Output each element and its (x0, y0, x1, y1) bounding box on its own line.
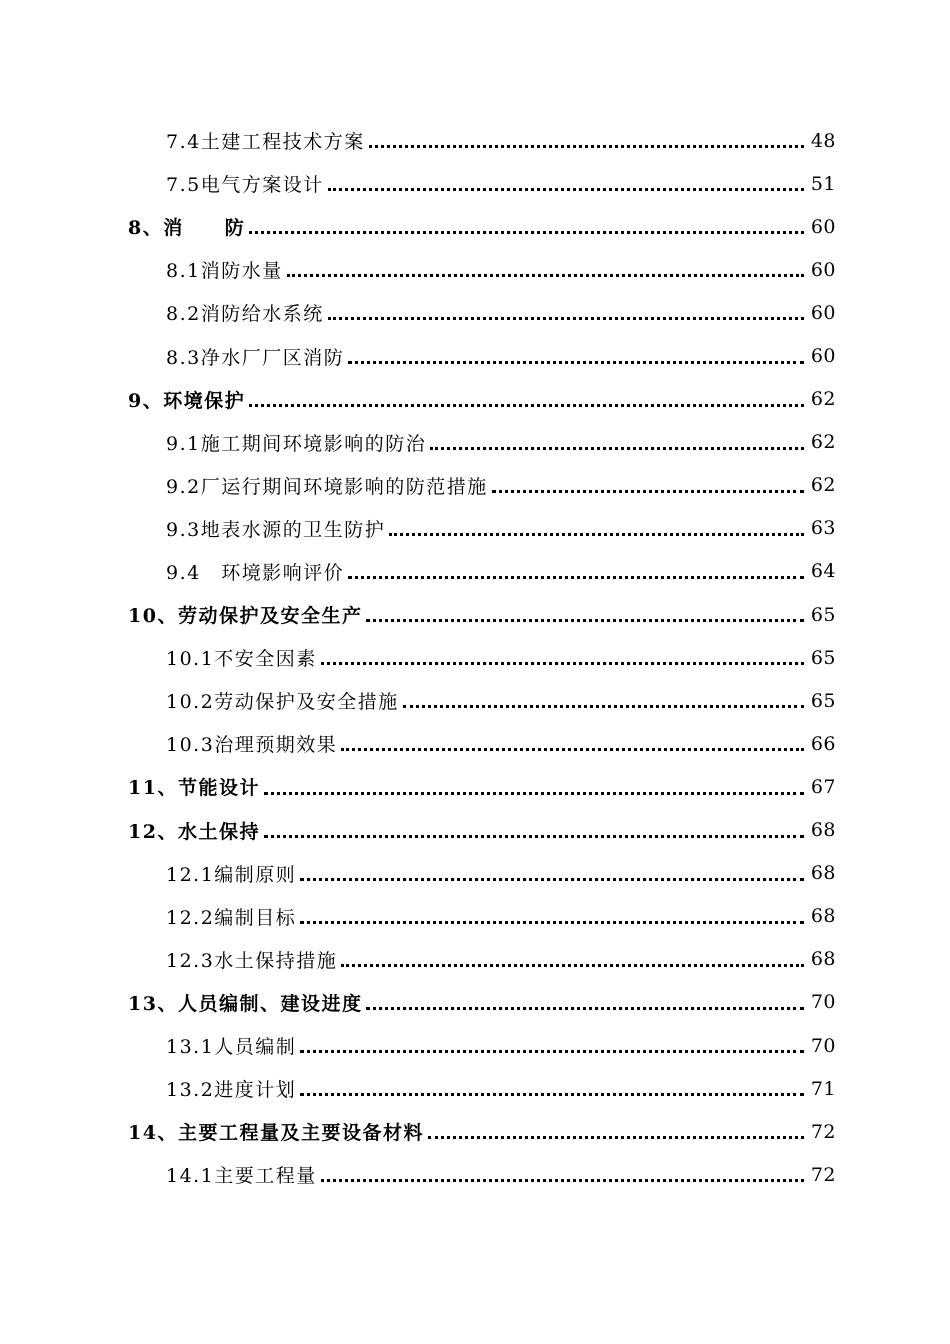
table-of-contents (0, 119, 950, 1196)
toc-entry-title: 9.2厂运行期间环境影响的防范措施 (166, 475, 488, 498)
toc-dot-leader (321, 1178, 804, 1182)
toc-page-number: 68 (810, 948, 836, 971)
toc-dot-leader (300, 1092, 804, 1096)
toc-page-number: 65 (810, 603, 836, 626)
toc-dot-leader (249, 230, 804, 234)
toc-entry-title: 14.1主要工程量 (166, 1165, 317, 1188)
toc-page-number: 64 (810, 560, 836, 583)
toc-dot-leader (321, 661, 804, 665)
toc-dot-leader (369, 144, 804, 148)
toc-chapter-entry[interactable] (0, 1110, 950, 1153)
toc-section-entry[interactable] (0, 291, 950, 334)
toc-entry-title: 12.3水土保持措施 (166, 949, 338, 972)
toc-entry-title: 10.2劳动保护及安全措施 (166, 691, 399, 714)
toc-dot-leader (249, 403, 804, 407)
toc-entry-title: 12、水土保持 (128, 820, 260, 843)
toc-section-entry[interactable] (0, 938, 950, 981)
toc-page-number: 66 (810, 732, 836, 755)
toc-entry-title: 12.2编制目标 (166, 906, 297, 929)
toc-section-entry[interactable] (0, 1024, 950, 1067)
toc-page-number: 72 (810, 1120, 836, 1143)
toc-dot-leader (366, 618, 804, 622)
toc-page-number: 72 (810, 1163, 836, 1186)
toc-dot-leader (430, 446, 804, 450)
toc-entry-title: 8、消 防 (128, 217, 246, 240)
toc-chapter-entry[interactable] (0, 765, 950, 808)
toc-page-number: 62 (810, 388, 836, 411)
toc-page-number: 68 (810, 819, 836, 842)
toc-page-number: 67 (810, 775, 836, 798)
toc-page-number: 71 (810, 1077, 836, 1100)
toc-entry-title: 12.1编制原则 (166, 863, 297, 886)
toc-dot-leader (300, 920, 804, 924)
toc-page-number: 60 (810, 215, 836, 238)
toc-page-number: 70 (810, 991, 836, 1014)
toc-page-number: 70 (810, 1034, 836, 1057)
toc-section-entry[interactable] (0, 1067, 950, 1110)
toc-dot-leader (264, 834, 804, 838)
toc-dot-leader (328, 187, 804, 191)
toc-page-number: 60 (810, 301, 836, 324)
toc-dot-leader (403, 704, 804, 708)
toc-section-entry[interactable] (0, 162, 950, 205)
toc-chapter-entry[interactable] (0, 809, 950, 852)
toc-chapter-entry[interactable] (0, 593, 950, 636)
toc-section-entry[interactable] (0, 334, 950, 377)
toc-section-entry[interactable] (0, 421, 950, 464)
toc-entry-title: 10.1不安全因素 (166, 648, 317, 671)
toc-dot-leader (300, 1049, 804, 1053)
toc-dot-leader (341, 747, 804, 751)
toc-dot-leader (264, 791, 804, 795)
toc-section-entry[interactable] (0, 464, 950, 507)
toc-entry-title: 11、节能设计 (128, 777, 260, 800)
toc-section-entry[interactable] (0, 722, 950, 765)
toc-page-number: 68 (810, 862, 836, 885)
toc-page-number: 60 (810, 345, 836, 368)
toc-entry-title: 8.1消防水量 (166, 260, 283, 283)
toc-page-number: 62 (810, 474, 836, 497)
toc-dot-leader (366, 1006, 804, 1010)
toc-dot-leader (328, 316, 804, 320)
toc-entry-title: 7.5电气方案设计 (166, 174, 324, 197)
toc-entry-title: 13.1人员编制 (166, 1036, 297, 1059)
toc-chapter-entry[interactable] (0, 981, 950, 1024)
toc-page-number: 48 (810, 129, 836, 152)
toc-page-number: 65 (810, 646, 836, 669)
toc-entry-title: 10、劳动保护及安全生产 (128, 605, 363, 628)
toc-section-entry[interactable] (0, 507, 950, 550)
toc-dot-leader (389, 532, 804, 536)
toc-entry-title: 9.1施工期间环境影响的防治 (166, 432, 427, 455)
toc-dot-leader (492, 489, 804, 493)
toc-entry-title: 13.2进度计划 (166, 1079, 297, 1102)
toc-dot-leader (300, 877, 804, 881)
toc-section-entry[interactable] (0, 248, 950, 291)
toc-entry-title: 8.2消防给水系统 (166, 303, 324, 326)
toc-dot-leader (428, 1135, 804, 1139)
toc-section-entry[interactable] (0, 895, 950, 938)
toc-entry-title: 7.4土建工程技术方案 (166, 131, 365, 154)
toc-section-entry[interactable] (0, 119, 950, 162)
toc-entry-title: 14、主要工程量及主要设备材料 (128, 1122, 424, 1145)
toc-entry-title: 9.4 环境影响评价 (166, 561, 345, 584)
toc-entry-title: 13、人员编制、建设进度 (128, 992, 363, 1015)
toc-page-number: 60 (810, 258, 836, 281)
toc-chapter-entry[interactable] (0, 378, 950, 421)
toc-dot-leader (341, 963, 804, 967)
toc-entry-title: 8.3净水厂厂区消防 (166, 346, 345, 369)
toc-dot-leader (348, 575, 804, 579)
toc-dot-leader (348, 360, 804, 364)
toc-page-number: 65 (810, 689, 836, 712)
toc-section-entry[interactable] (0, 1153, 950, 1196)
toc-page-number: 63 (810, 517, 836, 540)
toc-entry-title: 9、环境保护 (128, 389, 246, 412)
toc-section-entry[interactable] (0, 679, 950, 722)
toc-section-entry[interactable] (0, 550, 950, 593)
toc-entry-title: 10.3治理预期效果 (166, 734, 338, 757)
toc-dot-leader (287, 273, 804, 277)
toc-entry-title: 9.3地表水源的卫生防护 (166, 518, 386, 541)
toc-page-number: 68 (810, 905, 836, 928)
toc-chapter-entry[interactable] (0, 205, 950, 248)
toc-section-entry[interactable] (0, 636, 950, 679)
toc-page-number: 51 (810, 172, 836, 195)
toc-section-entry[interactable] (0, 852, 950, 895)
toc-page-number: 62 (810, 431, 836, 454)
